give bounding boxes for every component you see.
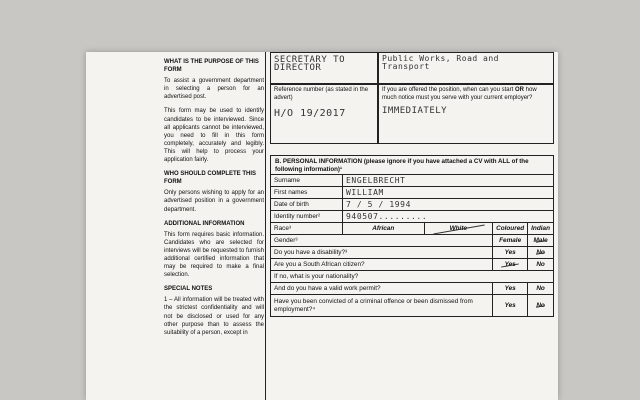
race-option[interactable]: Indian — [528, 223, 554, 235]
table-row: Surname ENGELBRECHT — [271, 175, 554, 187]
no-option[interactable]: No — [528, 259, 554, 271]
table-row: Identity number² 940507......... — [271, 211, 554, 223]
table-row: And do you have a valid work permit? Yes No — [271, 283, 554, 295]
sidebar-paragraph: 1 – All information will be treated with the strictest confidentiality and will not be disclosed or used for any other purpose than to assess the suitability of a person, except in — [164, 297, 264, 336]
race-option[interactable]: Coloured — [493, 223, 528, 235]
no-option-selected[interactable]: No — [528, 295, 554, 317]
table-row — [271, 271, 554, 283]
sidebar-paragraph: Only persons wishing to apply for an advertised position in a government department. — [164, 190, 264, 213]
table-row: Gender³ Female Male — [271, 235, 554, 247]
sidebar-paragraph: This form may be used to identify candidates to be interviewed. Since all applicants cannot be interviewed, you need to fill in this form completely, accurately and legibly. This will help to process your application fairly. — [164, 108, 264, 164]
sidebar-heading: SPECIAL NOTES — [164, 286, 213, 293]
start-label: If you are offered the position, when can you start OR how much notice must you serve with your current employer? — [382, 87, 537, 101]
sidebar-paragraph: To assist a government department in selecting a person for an advertised post. — [164, 78, 264, 101]
start-date-cell — [378, 84, 554, 144]
surname-field[interactable]: ENGELBRECHT — [343, 175, 554, 187]
yes-option[interactable]: Yes — [493, 295, 528, 317]
no-option-selected[interactable]: No — [528, 247, 554, 259]
gender-option-selected[interactable]: Male — [528, 235, 554, 247]
gender-option[interactable]: Female — [493, 235, 528, 247]
table-row: Do you have a disability?³ Yes No — [271, 247, 554, 259]
sidebar-heading: WHAT IS THE PURPOSE OF THIS FORM — [164, 59, 259, 74]
yes-option-selected[interactable]: Yes — [493, 259, 528, 271]
reference-value[interactable]: H/O 19/2017 — [274, 108, 346, 119]
section-a-continued — [270, 52, 554, 144]
race-option[interactable]: African — [343, 223, 425, 235]
section-b-header: B. PERSONAL INFORMATION (please ignore if you have attached a CV with ALL of the following information)¹ — [270, 155, 554, 174]
no-option[interactable]: No — [528, 283, 554, 295]
yes-option[interactable]: Yes — [493, 283, 528, 295]
instructions-sidebar — [94, 52, 266, 400]
table-row: Have you been convicted of a criminal offence or been dismissed from employment?⁴ Yes No — [271, 295, 554, 317]
section-b-personal-information — [270, 155, 554, 317]
sidebar-heading: ADDITIONAL INFORMATION — [164, 220, 245, 227]
department-field[interactable]: Public Works, Road and Transport — [378, 52, 554, 84]
nationality-field[interactable]: If no, what is your nationality? — [271, 271, 554, 283]
sidebar-heading: WHO SHOULD COMPLETE THIS FORM — [164, 171, 256, 186]
yes-option[interactable]: Yes — [493, 247, 528, 259]
table-row: Race³ African White Coloured Indian — [271, 223, 554, 235]
table-row: Date of birth 7 / 5 / 1994 — [271, 199, 554, 211]
table-row: First names WILLIAM — [271, 187, 554, 199]
table-row: Are you a South African citizen? Yes No — [271, 259, 554, 271]
dob-field[interactable]: 7 / 5 / 1994 — [343, 199, 554, 211]
personal-info-table — [270, 174, 554, 317]
race-option-selected[interactable]: White — [424, 223, 493, 235]
start-value[interactable]: IMMEDIATELY — [382, 106, 448, 116]
application-form-page — [86, 52, 558, 400]
first-names-field[interactable]: WILLIAM — [343, 187, 554, 199]
id-number-field[interactable]: 940507......... — [343, 211, 554, 223]
sidebar-paragraph: This form requires basic information. Candidates who are selected for interviews will be requested to furnish additional certified information that may be required to make a final selection. — [164, 231, 264, 279]
reference-label: Reference number (as stated in the advert) — [274, 87, 369, 101]
position-field[interactable]: SECRETARY TO DIRECTOR — [270, 52, 378, 84]
reference-number-cell — [270, 84, 378, 144]
